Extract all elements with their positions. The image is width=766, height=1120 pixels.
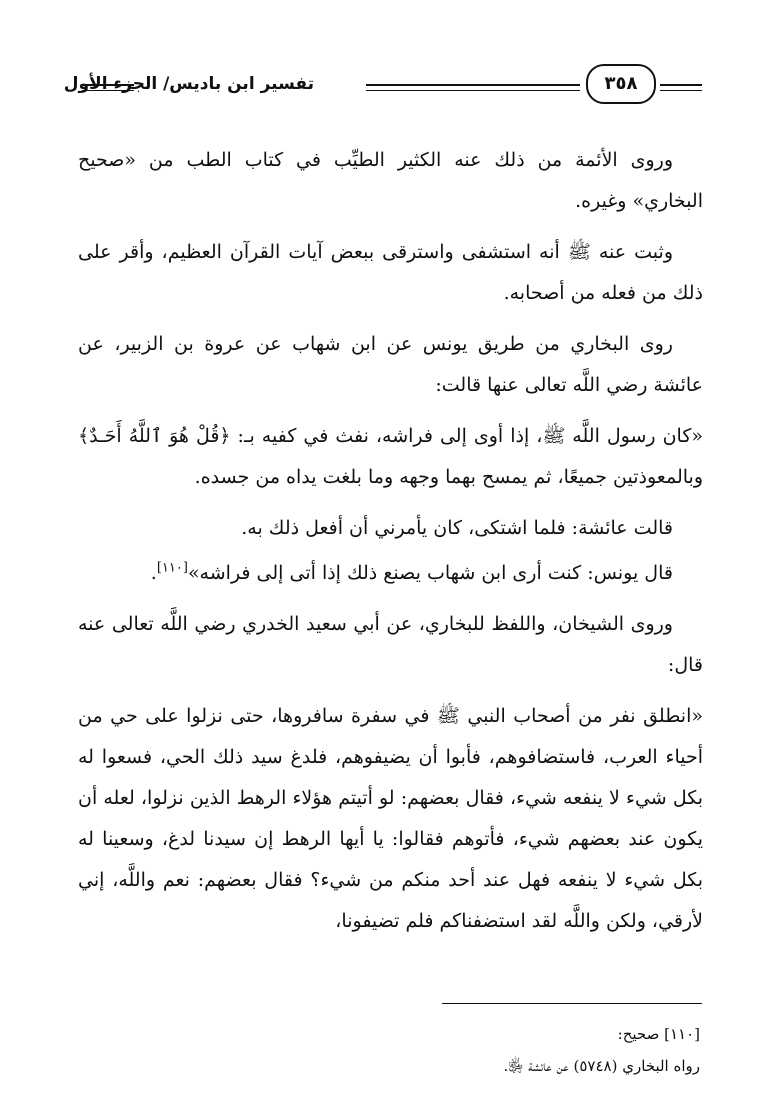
header-rule-right	[660, 84, 702, 86]
header-rule-middle-thin	[366, 90, 580, 91]
page-header	[0, 62, 766, 110]
paragraph: قال يونس: كنت أرى ابن شهاب يصنع ذلك إذا أتى إلى فراشه»[١١٠].	[150, 560, 673, 584]
footnote-source: رواه البخاري (٥٧٤٨) عن عائشة ﵂.	[503, 1057, 700, 1075]
footnotes	[78, 1018, 700, 1082]
paragraph: وثبت عنه ﷺ أنه استشفى واسترقى ببعض آيات القرآن العظيم، وأقر على ذلك من فعله من أصحابه.	[78, 241, 703, 304]
footnote-separator	[442, 1003, 702, 1004]
running-title: تفسير ابن باديس/ الجزء الأول	[63, 74, 314, 94]
footnote-reference[interactable]: [١١٠]	[156, 560, 188, 576]
hadith-quote: «كان رسول اللَّه ﷺ، إذا أوى إلى فراشه، نفث في كفيه بـ: ﴿قُلْ هُوَ ٱللَّهُ أَحَـدٌ﴾ وبالمعوذتين جميعًا، ثم يمسح بهما وجهه وما بلغت يداه من جسده.	[78, 425, 703, 488]
page-number: ٣٥٨	[586, 64, 656, 104]
paragraph: وروى الأئمة من ذلك عنه الكثير الطيِّب في كتاب الطب من «صحيح البخاري» وغيره.	[78, 149, 703, 212]
header-rule-middle	[366, 84, 580, 86]
hadith-quote: «انطلق نفر من أصحاب النبي ﷺ في سفرة سافروها، حتى نزلوا على حي من أحياء العرب، فاستضافوهم، فأبوا أن يضيفوهم، فلدغ سيد ذلك الحي، فسعوا له بكل شيء لا ينفعه شيء، فقال بعضهم: لو أتيتم هؤلاء الرهط الذين نزلوا، لعله أن يكون عند بعضهم شيء، فأتوهم فقالوا: يا أيها الرهط إن سيدنا لدغ، وسعينا له بكل شيء لا ينفعه فهل عند أحد منكم من شيء؟ فقال بعضهم: نعم واللَّه، إني لأرقي، ولكن واللَّه لقد استضفناكم فلم تضيفونا،	[78, 705, 703, 932]
paragraph: قالت عائشة: فلما اشتكى، كان يأمرني أن أفعل ذلك به.	[241, 517, 673, 539]
main-text	[78, 140, 703, 952]
footnote-grade: [١١٠] صحيح:	[617, 1025, 700, 1043]
paragraph: روى البخاري من طريق يونس عن ابن شهاب عن عروة بن الزبير، عن عائشة رضي اللَّه تعالى عنها قالت:	[78, 333, 703, 396]
paragraph: وروى الشيخان، واللفظ للبخاري، عن أبي سعيد الخدري رضي اللَّه تعالى عنه قال:	[78, 613, 703, 676]
header-rule-right-thin	[660, 90, 702, 91]
